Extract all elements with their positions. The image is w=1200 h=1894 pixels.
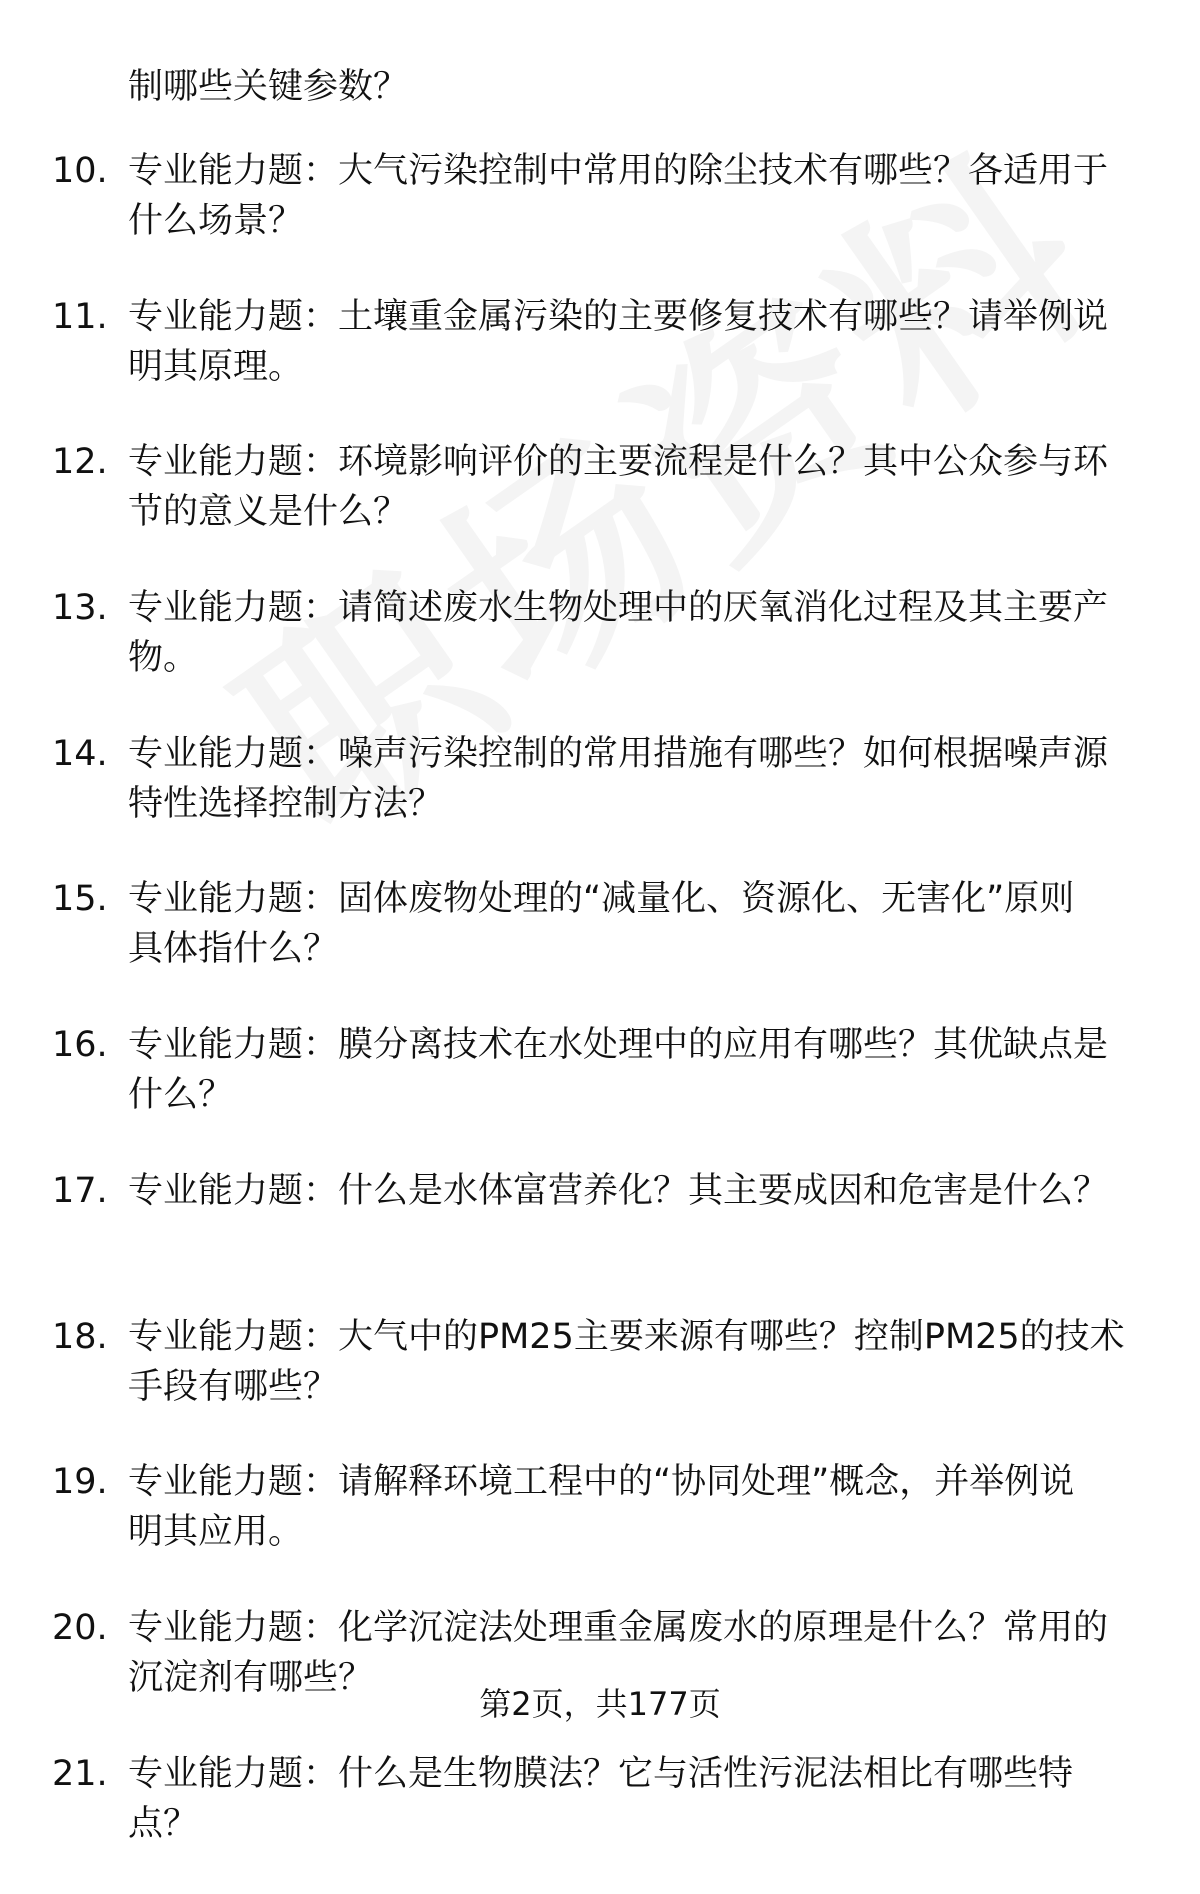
question-item [0,437,1200,537]
question-text [128,1166,1168,1216]
question-item [0,146,1200,246]
question-text-line: 特性选择控制方法？ [128,783,444,824]
question-text-line: 专业能力题：膜分离技术在水处理中的应用有哪些？其优缺点是 [128,1025,1109,1066]
question-item [0,583,1200,683]
question-text-line: 什么场景？ [128,201,304,241]
question-text-line: 专业能力题：固体废物处理的“减量化、资源化、无害化”原则 [128,879,1075,920]
question-text-line: 专业能力题：请解释环境工程中的“协同处理”概念，并举例说 [128,1462,1075,1503]
question-text-line: 明其原理。 [128,346,304,387]
question-text [128,292,1168,392]
question-text-line: 专业能力题：大气污染控制中常用的除尘技术有哪些？各适用于 [128,151,1109,191]
question-text-line: 专业能力题：噪声污染控制的常用措施有哪些？如何根据噪声源 [128,733,1109,774]
question-number: 18. [52,1316,108,1357]
question-text-line: 沉淀剂有哪些？ [128,1657,374,1698]
question-text [128,1312,1168,1412]
question-number: 10. [52,151,108,191]
question-number: 15. [52,879,108,920]
question-list [0,146,1200,1894]
question-text [128,729,1168,829]
question-number: 19. [52,1462,108,1503]
question-text [128,583,1168,683]
question-item [0,1312,1200,1412]
question-text-line: 具体指什么？ [128,929,339,970]
question-item [0,729,1200,829]
question-item [0,292,1200,392]
question-item [0,1749,1200,1849]
question-number: 21. [52,1753,108,1794]
question-text [128,146,1168,246]
question-number: 13. [52,588,108,629]
question-text-line: 专业能力题：化学沉淀法处理重金属废水的原理是什么？常用的 [128,1607,1109,1648]
question-number: 11. [52,296,108,337]
question-text-line: 专业能力题：什么是水体富营养化？其主要成因和危害是什么？ [128,1170,1109,1211]
question-item [0,1457,1200,1557]
question-text-line: 点？ [128,1803,199,1844]
question-text [128,874,1168,974]
question-text [128,1457,1168,1557]
question-text-line: 明其应用。 [128,1512,304,1553]
question-item [0,874,1200,974]
question-text-line: 专业能力题：请简述废水生物处理中的厌氧消化过程及其主要产 [128,588,1109,629]
question-text-line: 专业能力题：土壤重金属污染的主要修复技术有哪些？请举例说 [128,296,1109,337]
question-text [128,1020,1168,1120]
page-footer: 第2页，共177页 [479,1685,721,1723]
question-number: 16. [52,1025,108,1066]
question-text-line: 手段有哪些？ [128,1366,339,1407]
question-number: 17. [52,1170,108,1211]
question-number: 12. [52,442,108,483]
question-text [128,437,1168,537]
question-text-line: 节的意义是什么？ [128,492,409,533]
question-number: 14. [52,733,108,774]
continued-question-text: 制哪些关键参数？ [128,67,409,107]
question-text-line: 物。 [128,638,199,679]
question-text-line: 专业能力题：大气中的PM25主要来源有哪些？控制PM25的技术 [128,1316,1125,1357]
question-item [0,1020,1200,1120]
question-number: 20. [52,1607,108,1648]
question-text-line: 什么？ [128,1075,234,1116]
question-item [0,1166,1200,1266]
question-text-line: 专业能力题：什么是生物膜法？它与活性污泥法相比有哪些特 [128,1753,1074,1794]
question-text-line: 专业能力题：环境影响评价的主要流程是什么？其中公众参与环 [128,442,1109,483]
question-text [128,1749,1168,1849]
